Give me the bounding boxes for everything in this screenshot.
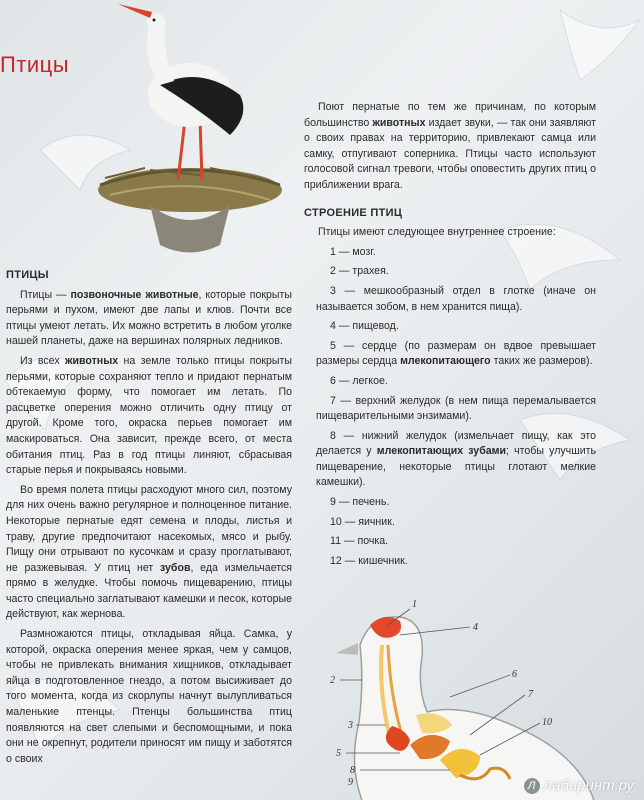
list-item xyxy=(304,339,596,370)
bold-term: млекопитающего xyxy=(400,355,491,368)
text: 8 — нижний желудок (измельчает пищу, как это делается у xyxy=(316,429,596,458)
text: , еда измельчается прямо в желудке. Чтобы помочь пищеварению, птицы часто специально заглатывают камешки и песок, которые действуют, как жернова. xyxy=(6,561,293,621)
text: ; чтобы улучшить пищеварение, некоторые птицы глотают мелкие камешки). xyxy=(316,445,596,489)
bold-term: животных xyxy=(65,354,119,367)
text: таких же размеров). xyxy=(490,355,593,368)
paragraph-2 xyxy=(6,354,292,479)
list-item: 1 — мозг. xyxy=(330,245,376,258)
label-2: 2 xyxy=(330,675,335,686)
bold-term: позвоночные животные xyxy=(70,288,199,301)
text: 5 — сердце (по размерам он вдвое превышает размеры сердца xyxy=(316,339,596,368)
text: Птицы — xyxy=(20,288,71,301)
structure-heading: СТРОЕНИЕ ПТИЦ xyxy=(304,206,403,219)
label-1: 1 xyxy=(412,599,417,610)
label-10: 10 xyxy=(542,717,552,728)
section-title: Птицы xyxy=(0,52,70,77)
list-item: 11 — почка. xyxy=(330,535,389,548)
structure-lead: Птицы имеют следующее внутреннее строение: xyxy=(318,226,556,239)
paragraph-singing xyxy=(304,100,596,194)
paragraph-1 xyxy=(6,288,292,350)
stork-nest-illustration xyxy=(90,0,290,260)
label-8: 8 xyxy=(350,765,355,776)
list-item: 10 — яичник. xyxy=(330,515,395,528)
list-item: 3 — мешкообразный отдел в глотке (иначе он называется зобом, в нем хранится пища). xyxy=(316,284,596,313)
label-5: 5 xyxy=(336,748,341,759)
bold-term: млекопитающих зубами xyxy=(376,445,506,458)
left-column xyxy=(6,268,292,771)
text: , которые покрыты перьями и пухом, имеют две лапы и клюв. Почти все птицы умеют летать. Их можно встретить в любом уголке нашей планеты, даже на вершинах полярных ледников. xyxy=(6,288,292,348)
bold-term: животных xyxy=(372,116,426,129)
text: на земле только птицы покрыты перьями, которые сохраняют тепло и придают пернатым обтекаемую форму, что помогает им летать. По расцветке оперения можно отличить одну птицу от другой. Кроме того, окраска перьев помогает им маскироваться. Она зависит, прежде всего, от места обитания птиц. Раз в год птицы линяют, сбрасывая старые перья и покрываясь новыми. xyxy=(6,354,292,477)
list-item: 9 — печень. xyxy=(330,496,390,509)
label-7: 7 xyxy=(528,689,533,700)
text: Во время полета птицы расходуют много сил, поэтому для них очень важно регулярное и полноценное питание. Некоторые пернатые едят семена и плоды, листья и траву, другие предпочитают насекомых, мясо и рыбу. Пищу они отрывают по кусочкам и сразу проглатывают, не разжевывая. У птиц нет xyxy=(6,483,292,574)
list-item: 6 — легкое. xyxy=(330,374,388,387)
text: издает звуки, — так они заявляют о своих правах на территорию, привлекают самца или самку, отпугивают соперника. Птицы часто используют голосовой сигнал тревоги, чтобы оповестить других птиц о приближении врага. xyxy=(304,116,596,191)
list-item xyxy=(304,429,596,491)
paragraph-4: Размножаются птицы, откладывая яйца. Самка, у которой, окраска оперения менее яркая, чем у самцов, чтобы не привлекать внимания хищников, откладывает яйца в подготовленное гнездо, а потом высиживает до того момента, когда из скорлупы начнут вылупливаться маленькие птенцы. Птенцы большинства птиц появляются на свет слепыми и беспомощными, и пока они не окрепнут, родители приносят им пищу и заботятся о своих xyxy=(6,628,292,765)
bold-term: зубов xyxy=(160,561,191,574)
label-3: 3 xyxy=(348,720,353,731)
paragraph-3 xyxy=(6,483,292,623)
list-item: 12 — кишечник. xyxy=(330,554,408,567)
bird-anatomy-diagram xyxy=(300,585,600,800)
left-heading: ПТИЦЫ xyxy=(6,269,49,281)
list-item: 7 — верхний желудок (в нем пища перемалывается пищеварительными энзимами). xyxy=(316,394,596,423)
list-item: 4 — пищевод. xyxy=(330,320,399,333)
label-6: 6 xyxy=(512,669,517,680)
text: Из всех xyxy=(20,354,66,367)
right-column xyxy=(304,100,596,573)
labirint-logo-icon: Л xyxy=(524,778,540,794)
text: Поют пернатые по тем же причинам, по которым большинство xyxy=(304,101,596,129)
label-4: 4 xyxy=(473,622,478,633)
list-item: 2 — трахея. xyxy=(330,265,389,278)
label-9: 9 xyxy=(348,777,353,788)
watermark-text: лабиринт.ру xyxy=(543,776,634,794)
watermark xyxy=(524,777,634,794)
